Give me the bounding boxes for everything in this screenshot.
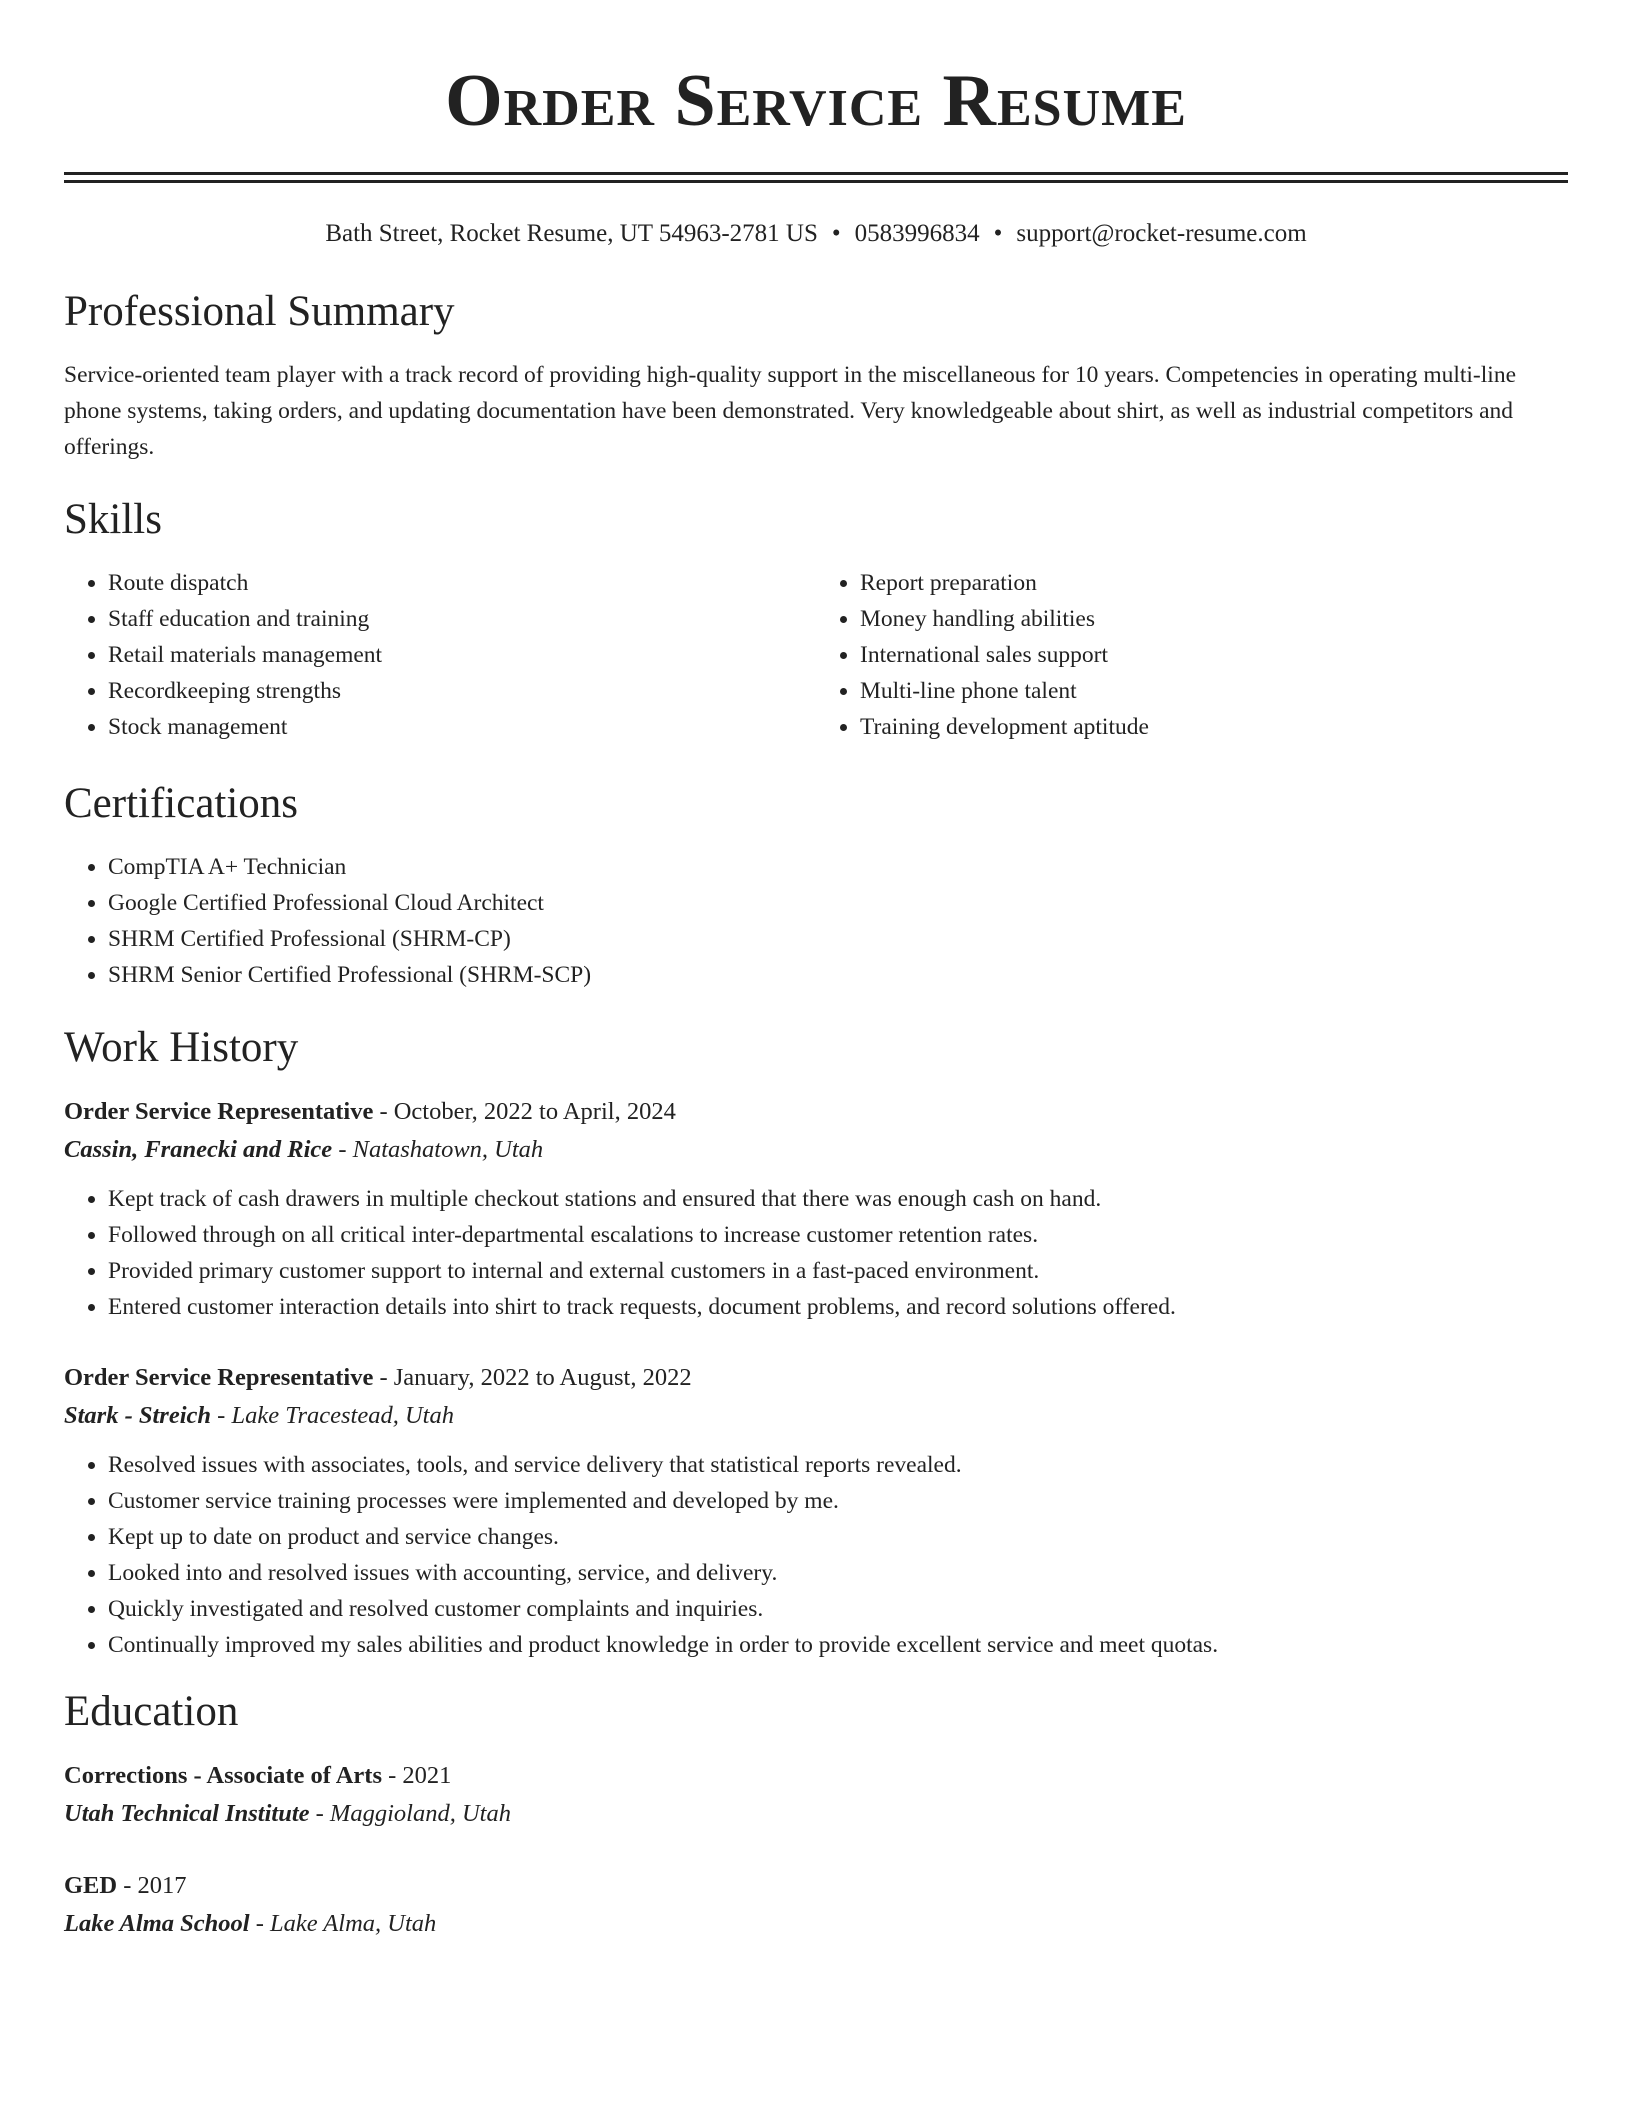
education-header bbox=[64, 1757, 1568, 1795]
education-school-line bbox=[64, 1905, 1568, 1943]
job-header bbox=[64, 1093, 1568, 1131]
certifications-list bbox=[64, 849, 1568, 993]
certification-item: • SHRM Certified Professional (SHRM-CP) bbox=[108, 921, 1568, 957]
job-bullet: • Resolved issues with associates, tools, and service delivery that statistical reports revealed. bbox=[108, 1447, 1568, 1483]
job-entry bbox=[64, 1359, 1568, 1663]
job-location: - Lake Tracestead, Utah bbox=[211, 1402, 454, 1429]
job-bullet: • Quickly investigated and resolved customer complaints and inquiries. bbox=[108, 1591, 1568, 1627]
job-company: Stark - Streich bbox=[64, 1402, 212, 1429]
title-divider bbox=[64, 172, 1568, 183]
section-heading-education: Education bbox=[64, 1688, 239, 1735]
certification-item: • Google Certified Professional Cloud Architect bbox=[108, 885, 1568, 921]
education-year: - 2021 bbox=[381, 1762, 452, 1789]
education-degree: Corrections - Associate of Arts bbox=[64, 1762, 382, 1789]
job-header bbox=[64, 1359, 1568, 1397]
skill-item: • Route dispatch bbox=[108, 565, 816, 601]
job-bullet: • Kept track of cash drawers in multiple checkout stations and ensured that there was enough cash on hand. bbox=[108, 1181, 1568, 1217]
certification-item: • CompTIA A+ Technician bbox=[108, 849, 1568, 885]
job-bullet: • Customer service training processes were implemented and developed by me. bbox=[108, 1483, 1568, 1519]
section-heading-summary: Professional Summary bbox=[64, 288, 455, 335]
skill-item: • Training development aptitude bbox=[860, 709, 1568, 745]
skills-column-left bbox=[64, 565, 816, 745]
job-dates: - January, 2022 to August, 2022 bbox=[373, 1364, 692, 1391]
contact-line bbox=[64, 219, 1568, 249]
job-bullet: • Followed through on all critical inter-departmental escalations to increase customer retention rates. bbox=[108, 1217, 1568, 1253]
contact-phone: 0583996834 bbox=[854, 220, 980, 247]
education-year: - 2017 bbox=[117, 1872, 187, 1899]
skill-item: • Staff education and training bbox=[108, 601, 816, 637]
job-location: - Natashatown, Utah bbox=[332, 1136, 544, 1163]
skill-item: • Retail materials management bbox=[108, 637, 816, 673]
section-heading-certifications: Certifications bbox=[64, 780, 299, 827]
job-employer bbox=[64, 1397, 1568, 1435]
certification-item: • SHRM Senior Certified Professional (SHRM-SCP) bbox=[108, 957, 1568, 993]
job-employer bbox=[64, 1131, 1568, 1169]
job-role: Order Service Representative bbox=[64, 1098, 374, 1125]
skill-item: • Recordkeeping strengths bbox=[108, 673, 816, 709]
job-role: Order Service Representative bbox=[64, 1364, 374, 1391]
skill-item: • Money handling abilities bbox=[860, 601, 1568, 637]
skills-column-right bbox=[816, 565, 1568, 745]
education-degree: GED bbox=[64, 1872, 118, 1899]
job-entry bbox=[64, 1093, 1568, 1325]
contact-separator: • bbox=[831, 220, 841, 247]
education-entry bbox=[64, 1757, 1568, 1833]
job-company: Cassin, Franecki and Rice bbox=[64, 1136, 333, 1163]
job-bullet: • Provided primary customer support to internal and external customers in a fast-paced environment. bbox=[108, 1253, 1568, 1289]
skill-item: • Report preparation bbox=[860, 565, 1568, 601]
contact-email: support@rocket-resume.com bbox=[1016, 220, 1307, 247]
job-dates: - October, 2022 to April, 2024 bbox=[373, 1098, 676, 1125]
contact-address: Bath Street, Rocket Resume, UT 54963-2781 US bbox=[325, 220, 818, 247]
education-school: Lake Alma School bbox=[64, 1910, 250, 1937]
job-bullets bbox=[64, 1447, 1568, 1663]
education-location: - Maggioland, Utah bbox=[309, 1800, 511, 1827]
education-school: Utah Technical Institute bbox=[64, 1800, 310, 1827]
skill-item: • Stock management bbox=[108, 709, 816, 745]
section-heading-skills: Skills bbox=[64, 496, 162, 543]
skill-item: • International sales support bbox=[860, 637, 1568, 673]
education-entry bbox=[64, 1867, 1568, 1943]
summary-text: Service-oriented team player with a track record of providing high-quality support in the miscellaneous for 10 years. Competencies in operating multi-line phone systems, taking orders, and updating documentation have been demonstrated. Very knowledgeable about shirt, as well as industrial competitors and offerings. bbox=[64, 362, 1516, 460]
job-bullet: • Entered customer interaction details into shirt to track requests, document problems, and record solutions offered. bbox=[108, 1289, 1568, 1325]
job-bullet: • Looked into and resolved issues with accounting, service, and delivery. bbox=[108, 1555, 1568, 1591]
education-location: - Lake Alma, Utah bbox=[249, 1910, 437, 1937]
education-school-line bbox=[64, 1795, 1568, 1833]
skill-item: • Multi-line phone talent bbox=[860, 673, 1568, 709]
job-bullet: • Kept up to date on product and service changes. bbox=[108, 1519, 1568, 1555]
section-heading-work-history: Work History bbox=[64, 1024, 299, 1071]
job-bullets bbox=[64, 1181, 1568, 1325]
skills-grid bbox=[64, 565, 1568, 745]
job-bullet: • Continually improved my sales abilities and product knowledge in order to provide excellent service and meet quotas. bbox=[108, 1627, 1568, 1663]
contact-separator: • bbox=[993, 220, 1003, 247]
education-header bbox=[64, 1867, 1568, 1905]
resume-title: Order Service Resume bbox=[445, 60, 1187, 142]
